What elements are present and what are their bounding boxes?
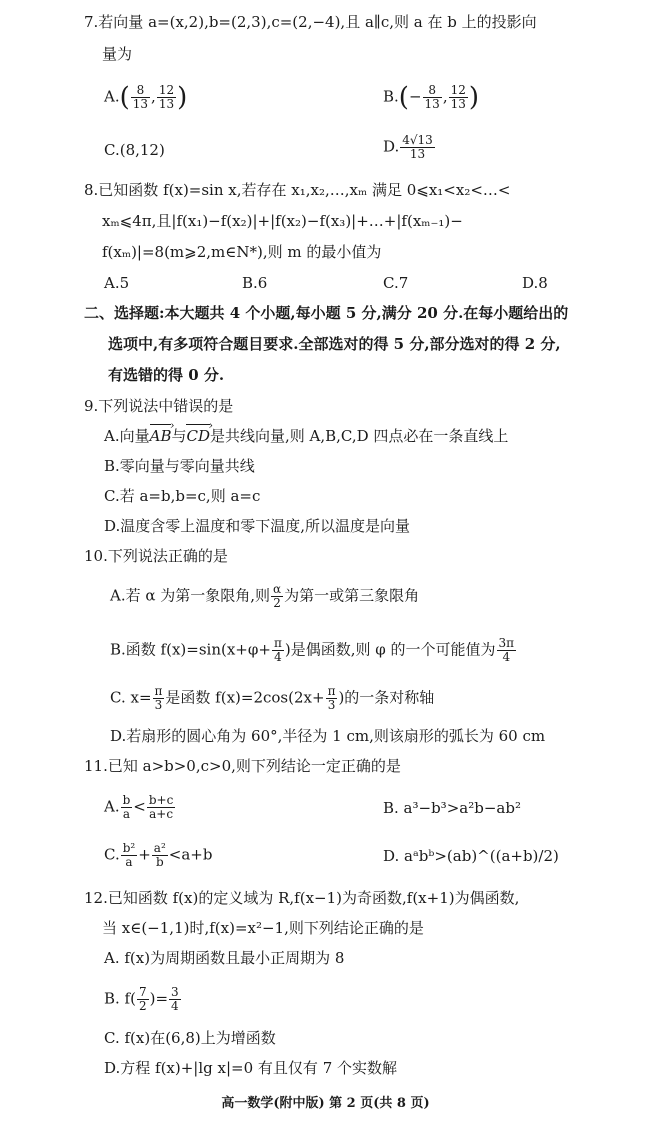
q9-option-c: C.若 a=b,b=c,则 a=c	[104, 487, 261, 505]
q9-option-a: A.向量› AB与› CD是共线向量,则 A,B,C,D 四点必在一条直线上	[104, 426, 508, 446]
vector-ab: › AB	[150, 426, 172, 446]
q9-stem: 9.下列说法中错误的是	[84, 397, 234, 415]
fraction: $\frac{\pi}{3}$	[154, 684, 163, 712]
q12-option-c: C. f(x)在(6,8)上为增函数	[104, 1029, 276, 1047]
fraction: $\frac{8}{13}$	[424, 83, 440, 111]
q12-line1: 12.已知函数 f(x)的定义域为 R,f(x−1)为奇函数,f(x+1)为偶函数,	[84, 889, 520, 907]
q8-line2: xₘ⩽4π,且|f(x₁)−f(x₂)|+|f(x₂)−f(x₃)|+…+|f(xₘ₋₁)−	[102, 212, 463, 230]
q8-line1: 8.已知函数 f(x)=sin x,若存在 x₁,x₂,…,xₘ 满足 0⩽x₁<x₂<…<	[84, 181, 511, 199]
fraction: $\frac{4√13}{13}$	[402, 133, 433, 161]
fraction: $\frac{\text{b²}}{a}$	[122, 841, 136, 869]
fraction: $\frac{\text{a²}}{b}$	[153, 841, 166, 869]
q11-stem: 11.已知 a>b>0,c>0,则下列结论一定正确的是	[84, 757, 401, 775]
q12-line2: 当 x∈(−1,1)时,f(x)=x²−1,则下列结论正确的是	[102, 919, 424, 937]
q10-option-a: A.若 α 为第一象限角,则 $\frac{\alpha}{2}$ 为第一或第三象限角	[110, 582, 420, 610]
page-footer: 高一数学(附中版) 第 2 页(共 8 页)	[221, 1096, 430, 1111]
q12-option-a: A. f(x)为周期函数且最小正周期为 8	[104, 949, 345, 967]
q9-option-d: D.温度含零上温度和零下温度,所以温度是向量	[104, 517, 411, 535]
fraction: $\frac{12}{13}$	[450, 83, 466, 111]
fraction: $\frac{8}{13}$	[132, 83, 149, 111]
q8-option-b: B.6	[242, 274, 268, 292]
q7-option-b: B.(− $\frac{8}{13}$ , $\frac{12}{13}$ )	[383, 82, 480, 113]
q12-option-b: B. f( $\frac{7}{2}$ )= $\frac{3}{4}$	[104, 985, 179, 1013]
section2-line2: 选项中,有多项符合题目要求.全部选对的得 5 分,部分选对的得 2 分,	[108, 335, 561, 353]
q11-option-d: D. aᵃbᵇ>(ab)^((a+b)/2)	[383, 847, 559, 865]
q7-option-c: C.(8,12)	[104, 141, 165, 159]
q11-option-c: C. $\frac{\text{b²}}{a}$ + $\frac{\text{a²}}{b}$ <a+b	[104, 841, 213, 869]
q10-option-b: B.函数 f(x)=sin(x+φ+ $\frac{\pi}{4}$ )是偶函数,则 φ 的一个可能值为 $\frac{3\pi}{4}$	[110, 636, 515, 664]
q10-option-d: D.若扇形的圆心角为 60°,半径为 1 cm,则该扇形的弧长为 60 cm	[110, 727, 546, 745]
q8-line3: f(xₘ)|=8(m⩾2,m∈N*),则 m 的最小值为	[102, 243, 382, 261]
fraction: $\frac{3}{4}$	[171, 985, 179, 1013]
fraction: $\frac{\alpha}{2}$	[273, 582, 282, 610]
fraction: $\frac{b+c}{a+c}$	[148, 793, 174, 821]
q11-option-a: A. $\frac{b}{a}$ < $\frac{b+c}{a+c}$	[104, 793, 174, 821]
q10-option-c: C. x= $\frac{\pi}{3}$ 是函数 f(x)=2cos(2x+ $\frac{\pi}{3}$ )的一条对称轴	[110, 684, 435, 712]
q8-option-d: D.8	[522, 274, 548, 292]
section2-line3: 有选错的得 0 分.	[108, 366, 225, 384]
q7-stem-line2: 量为	[102, 45, 133, 63]
fraction: $\frac{\pi}{4}$	[273, 636, 282, 664]
q7-option-a: A.( $\frac{8}{13}$ , $\frac{12}{13}$ )	[104, 82, 188, 113]
q7-option-d: D. $\frac{4√13}{13}$	[383, 133, 433, 161]
section2-heading: 二、选择题:本大题共 4 个小题,每小题 5 分,满分 20 分.在每小题给出的	[84, 304, 569, 322]
fraction: $\frac{3\pi}{4}$	[498, 636, 515, 664]
fraction: $\frac{b}{a}$	[122, 793, 131, 821]
q12-option-d: D.方程 f(x)+|lg x|=0 有且仅有 7 个实数解	[104, 1059, 398, 1077]
q9-option-b: B.零向量与零向量共线	[104, 457, 255, 475]
vector-cd: › CD	[186, 426, 210, 446]
q11-option-b: B. a³−b³>a²b−ab²	[383, 799, 521, 817]
q8-option-c: C.7	[383, 274, 409, 292]
q7-stem-line1: 7.若向量 a=(x,2),b=(2,3),c=(2,−4),且 a∥c,则 a 在 b 上的投影向	[84, 13, 537, 31]
fraction: $\frac{7}{2}$	[138, 985, 147, 1013]
q10-stem: 10.下列说法正确的是	[84, 547, 228, 565]
fraction: $\frac{12}{13}$	[158, 83, 175, 111]
q8-option-a: A.5	[104, 274, 130, 292]
fraction: $\frac{\pi}{3}$	[327, 684, 336, 712]
